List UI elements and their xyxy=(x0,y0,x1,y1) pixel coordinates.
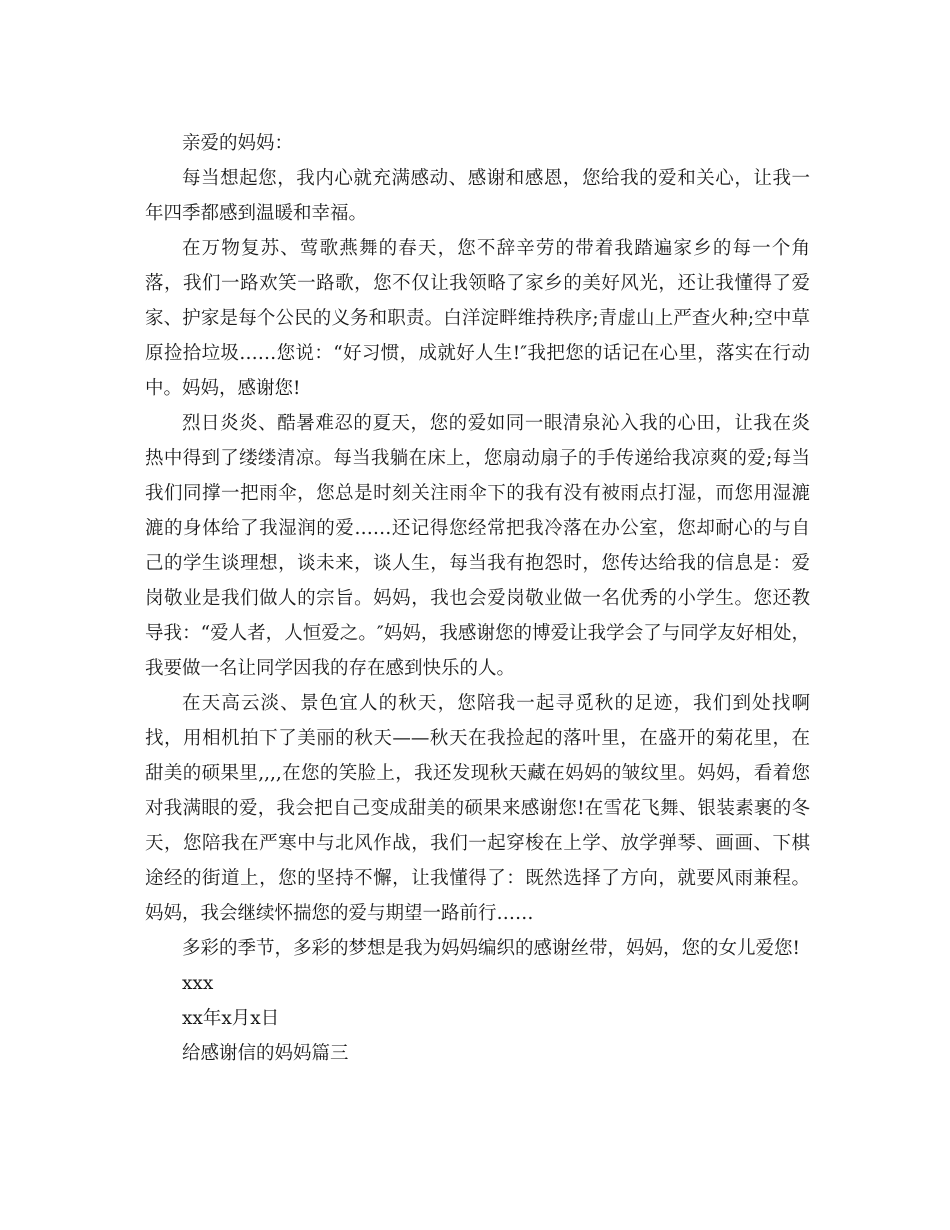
paragraph-5: 多彩的季节，多彩的梦想是我为妈妈编织的感谢丝带，妈妈，您的女儿爱您! xyxy=(182,938,800,959)
paragraph-1: 每当想起您，我内心就充满感动、感谢和感恩，您给我的爱和关心，让我一年四季都感到温暖和幸福。 xyxy=(145,168,810,224)
date: xx年x月x日 xyxy=(182,1008,280,1029)
letter-body xyxy=(145,126,810,1071)
salutation: 亲爱的妈妈： xyxy=(182,133,294,154)
signature: xxx xyxy=(182,973,214,994)
paragraph-3: 烈日炎炎、酷暑难忍的夏天，您的爱如同一眼清泉沁入我的心田，让我在炎热中得到了缕缕清凉。每当我躺在床上，您扇动扇子的手传递给我凉爽的爱;每当我们同撑一把雨伞，您总是时刻关注雨伞下的我有没有被雨点打湿，而您用湿漉漉的身体给了我湿润的爱……还记得您经常把我冷落在办公室，您却耐心的与自己的学生谈理想，谈未来，谈人生，每当我有抱怨时，您传达给我的信息是：爱岗敬业是我们做人的宗旨。妈妈，我也会爱岗敬业做一名优秀的小学生。您还教导我：“爱人者，人恒爱之。″妈妈，我感谢您的博爱让我学会了与同学友好相处，我要做一名让同学因我的存在感到快乐的人。 xyxy=(145,413,810,679)
paragraph-4: 在天高云淡、景色宜人的秋天，您陪我一起寻觅秋的足迹，我们到处找啊找，用相机拍下了美丽的秋天——秋天在我捡起的落叶里，在盛开的菊花里，在甜美的硕果里,,,,在您的笑脸上，我还发现秋天藏在妈妈的皱纹里。妈妈，看着您对我满眼的爱，我会把自己变成甜美的硕果来感谢您!在雪花飞舞、银装素裹的冬天，您陪我在严寒中与北风作战，我们一起穿梭在上学、放学弹琴、画画、下棋途经的街道上，您的坚持不懈，让我懂得了：既然选择了方向，就要风雨兼程。妈妈，我会继续怀揣您的爱与期望一路前行…… xyxy=(145,693,810,924)
paragraph-2: 在万物复苏、莺歌燕舞的春天，您不辞辛劳的带着我踏遍家乡的每一个角落，我们一路欢笑一路歌，您不仅让我领略了家乡的美好风光，还让我懂得了爱家、护家是每个公民的义务和职责。白洋淀畔维持秩序;青虚山上严查火种;空中草原捡拾垃圾……您说：“好习惯，成就好人生!″我把您的话记在心里，落实在行动中。妈妈，感谢您! xyxy=(145,238,810,399)
section-heading: 给感谢信的妈妈篇三 xyxy=(182,1043,349,1064)
